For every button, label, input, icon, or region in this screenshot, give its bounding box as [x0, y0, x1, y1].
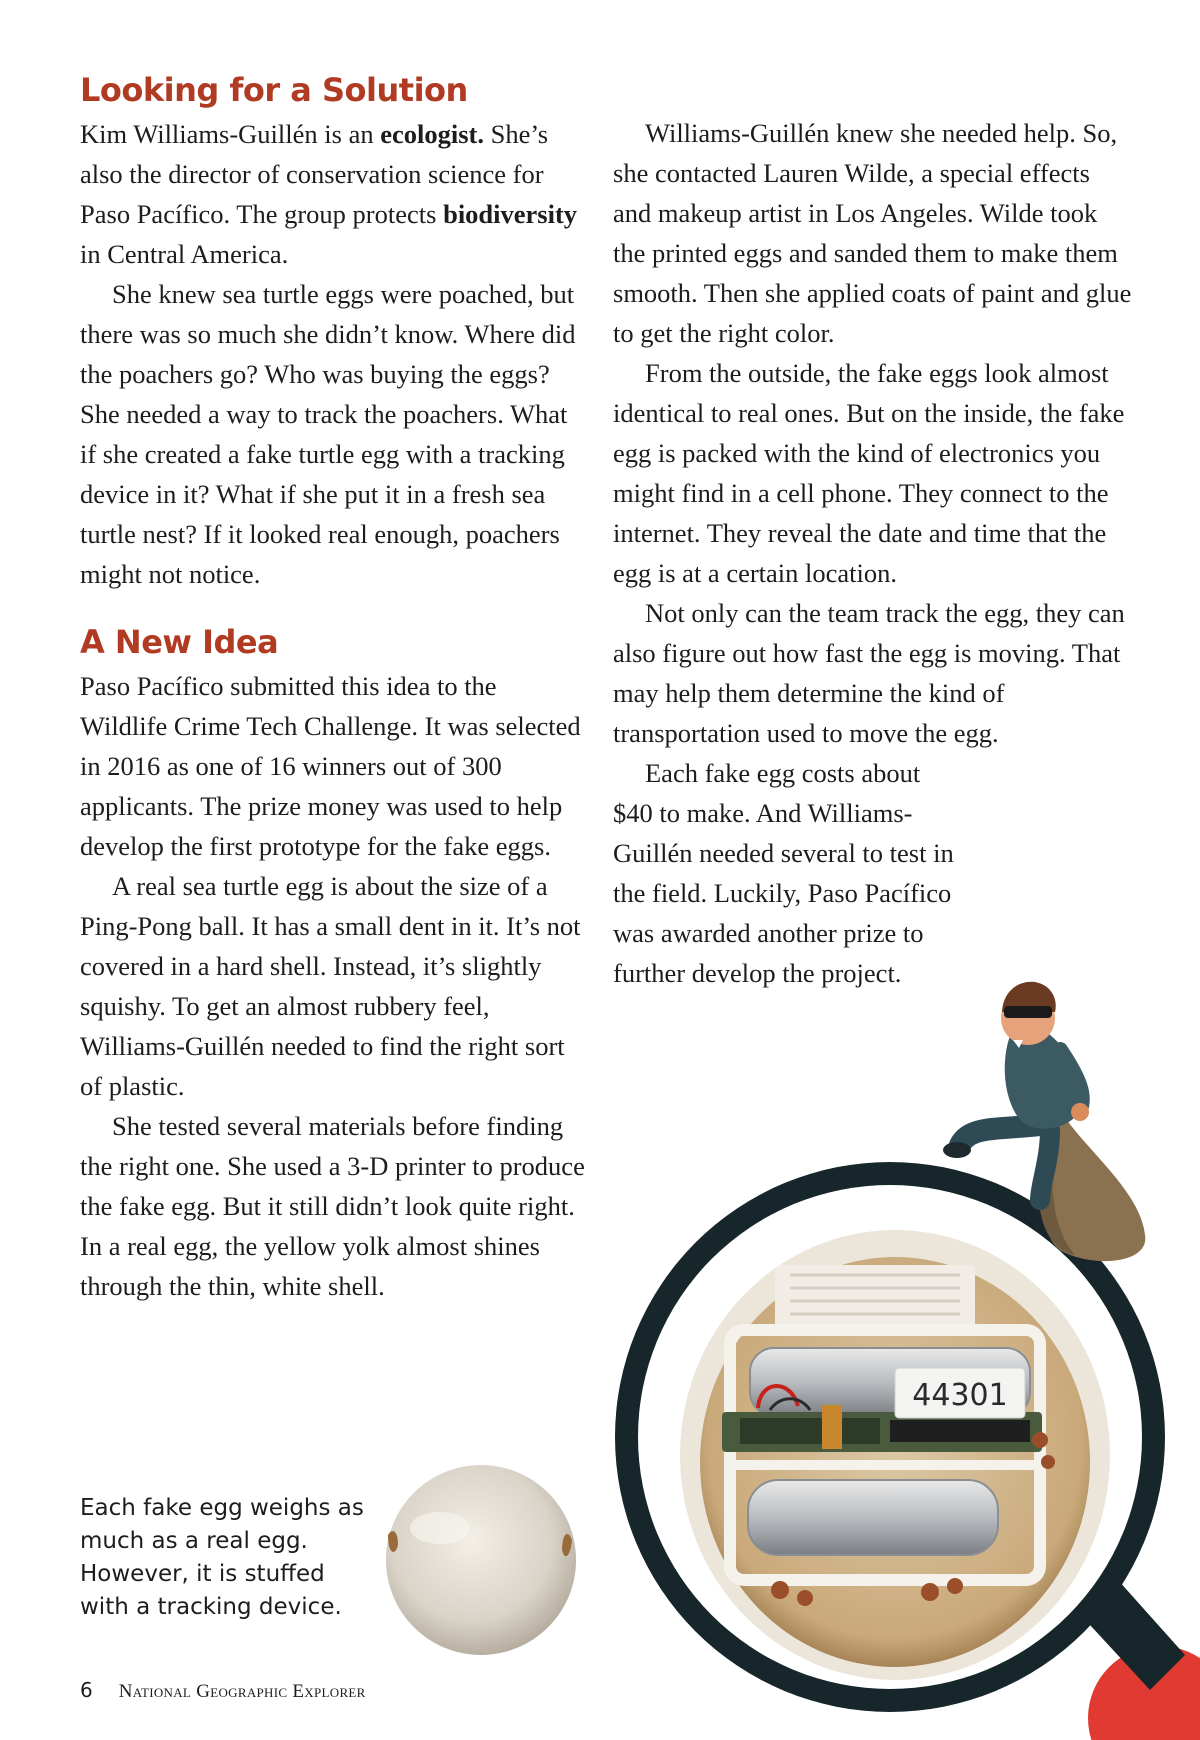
key-term-biodiversity: biodiversity [443, 199, 578, 229]
body-paragraph: A real sea turtle egg is about the size of a Ping-Pong ball. It has a small dent in it. It’s not covered in a hard shell. Instead, it’s slightly squishy. To get an almost rubbery feel, Williams-Guillén needed to find the right sort of plastic. [80, 871, 581, 1101]
body-paragraph: Kim Williams-Guillén is an ecologist. She’s also the director of conservation science for Paso Pacífico. The group protects biodiversity in Central America. [80, 119, 578, 269]
body-paragraph: Not only can the team track the egg, they can also figure out how fast the egg is moving. That may help them determine the kind of transportation used to move the egg. [613, 598, 1125, 748]
section-heading: A New Idea [80, 623, 279, 661]
body-paragraph: From the outside, the fake eggs look almost identical to real ones. But on the inside, the fake egg is packed with the kind of electronics you might find in a cell phone. They connect to the internet. They reveal the date and time that the egg is at a certain location. [613, 358, 1125, 588]
body-paragraph: Paso Pacífico submitted this idea to the Wildlife Crime Tech Challenge. It was selected in 2016 as one of 16 winners out of 300 applicants. The prize money was used to help develop the first prototype for the fake eggs. [80, 671, 581, 861]
fake-egg-photo [386, 1465, 576, 1655]
left-column [80, 70, 585, 1306]
page-number: 6 [80, 1678, 93, 1702]
page-footer [80, 1678, 366, 1703]
section-heading: Looking for a Solution [80, 71, 468, 109]
key-term-ecologist: ecologist. [380, 119, 484, 149]
photo-caption: Each fake egg weighs as much as a real egg. However, it is stuffed with a tracking device. [80, 1495, 364, 1620]
body-paragraph: Each fake egg costs about $40 to make. And Williams-Guillén needed several to test in the field. Luckily, Paso Pacífico was awarded another prize to further develop the project. [613, 758, 954, 988]
body-paragraph: She knew sea turtle eggs were poached, but there was so much she didn’t know. Where did the poachers go? Who was buying the eggs? She needed a way to track the poachers. What if she created a fake turtle egg with a tracking device in it? What if she put it in a fresh sea turtle nest? If it looked real enough, poachers might not notice. [80, 279, 576, 589]
egg-interior-photo [680, 1230, 1110, 1680]
publication-name: National Geographic Explorer [118, 1681, 366, 1702]
body-paragraph: Williams-Guillén knew she needed help. So, she contacted Lauren Wilde, a special effects and makeup artist in Los Angeles. Wilde took the printed eggs and sanded them to make them smooth. Then she applied coats of paint and glue to get the right color. [613, 118, 1132, 348]
body-paragraph: She tested several materials before finding the right one. She used a 3-D printer to produce the fake egg. But it still didn’t look quite right. In a real egg, the yellow yolk almost shines through the thin, white shell. [80, 1111, 585, 1301]
right-column [613, 113, 1133, 993]
egg-id-label: 44301 [912, 1378, 1008, 1413]
